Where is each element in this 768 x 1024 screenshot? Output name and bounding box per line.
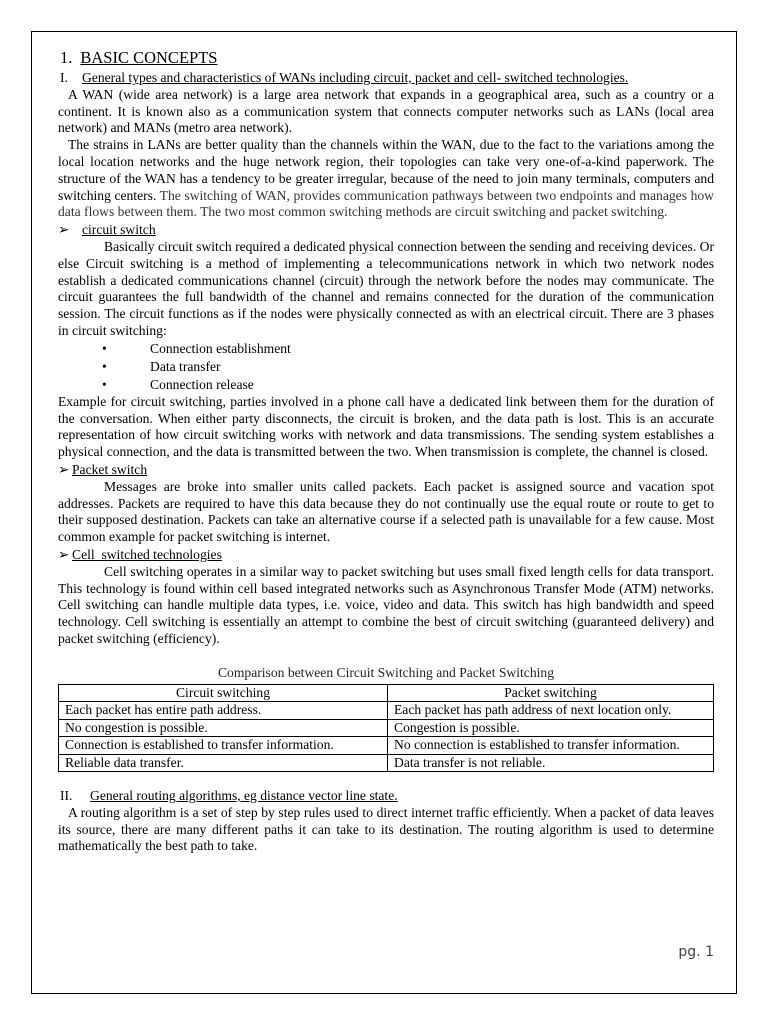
subsection-heading-2 — [60, 788, 714, 805]
table-cell: Congestion is possible. — [388, 719, 714, 737]
subsection-title: General types and characteristics of WANs including circuit, packet and cell- switched technologies. — [82, 70, 629, 85]
arrow-bullet-icon: ➢ — [58, 461, 70, 477]
table-cell: Data transfer is not reliable. — [388, 754, 714, 772]
page-number: pg. 1 — [678, 944, 714, 960]
subsection-number: I. — [60, 70, 68, 85]
column-header: Packet switching — [388, 684, 714, 702]
bullet-icon: • — [102, 340, 107, 356]
circuit-phases-list — [58, 340, 714, 394]
wan-structure-paragraph — [58, 137, 714, 221]
circuit-switch-paragraph: Basically circuit switch required a dedicated physical connection between the sending and receiving devices. Or else Circuit switching is a method of implementing a telecommunications network in which two network nodes establish a dedicated communications channel (circuit) through the network before the nodes may communicate. The circuit guarantees the full bandwidth of the channel and remains connected for the duration of the communication session. The circuit functions as if the nodes were physically connected as with an electrical circuit. There are 3 phases in circuit switching: — [58, 238, 714, 338]
heading-title: BASIC CONCEPTS — [80, 48, 218, 67]
phase-label: Connection release — [150, 376, 254, 392]
circuit-switch-heading — [58, 222, 714, 239]
table-row — [59, 719, 714, 737]
subsection-number: II. — [60, 788, 73, 803]
circuit-switch-title: circuit switch — [82, 222, 156, 238]
cell-switch-title: Cell switched technologies — [72, 546, 222, 562]
table-row — [59, 754, 714, 772]
wan-definition-paragraph: A WAN (wide area network) is a large area network that expands in a geographical area, such as a country or a continent. It is known also as a communication system that connects computer networks such as LANs (local area network) and MANs (metro area network). — [58, 86, 714, 136]
table-row — [59, 702, 714, 720]
list-item — [102, 340, 714, 358]
table-cell: No congestion is possible. — [59, 719, 388, 737]
list-item — [102, 358, 714, 376]
list-item — [102, 376, 714, 394]
section-heading — [60, 48, 714, 68]
table-cell: Connection is established to transfer information. — [59, 737, 388, 755]
bullet-icon: • — [102, 376, 107, 392]
routing-algorithm-paragraph: A routing algorithm is a set of step by step rules used to direct internet traffic efficiently. When a packet of data leaves its source, there are many different paths it can take to its destination. The routing algorithm is used to determine mathematically the best path to take. — [58, 804, 714, 854]
comparison-table-title: Comparison between Circuit Switching and Packet Switching — [217, 664, 554, 680]
cell-switch-heading — [58, 547, 714, 564]
column-header: Circuit switching — [59, 684, 388, 702]
heading-number: 1. — [60, 48, 73, 67]
arrow-bullet-icon: ➢ — [58, 222, 70, 238]
table-cell: Each packet has entire path address. — [59, 702, 388, 720]
table-cell: Each packet has path address of next location only. — [388, 702, 714, 720]
table-cell: Reliable data transfer. — [59, 754, 388, 772]
phase-label: Connection establishment — [150, 340, 291, 356]
table-row — [59, 737, 714, 755]
bullet-icon: • — [102, 358, 107, 374]
table-cell: No connection is established to transfer information. — [388, 737, 714, 755]
subsection-heading-1 — [60, 70, 714, 87]
document-body — [58, 48, 714, 855]
packet-switch-title: Packet switch — [72, 461, 148, 477]
cell-switch-paragraph: Cell switching operates in a similar way to packet switching but uses small fixed length cells for data transport. This technology is found within cell based integrated networks such as Asynchronous Transfer Mode (ATM) networks. Cell switching can handle multiple data types, i.e. voice, video and data. This switch has high bandwidth and speed technology. Cell switching is essentially an attempt to combine the best of circuit switching (guaranteed delivery) and packet switching (efficiency). — [58, 563, 714, 646]
phase-label: Data transfer — [150, 358, 221, 374]
arrow-bullet-icon: ➢ — [58, 546, 70, 562]
circuit-example-paragraph: Example for circuit switching, parties involved in a phone call have a dedicated link between them for the duration of the conversation. When either party disconnects, the circuit is broken, and the data path is lost. This is an accurate representation of how circuit switching works with network and data transmissions. The sending system establishes a physical connection, and the data is transmitted between the two. When transmission is complete, the channel is closed. — [58, 393, 714, 460]
wan-structure-text: The strains in LANs are better quality than the channels within the WAN, due to the fact to the variations among the local location networks and the huge network region, their topologies can take very one-of-a-kind paperwork. The structure of the WAN has a tendency to be greater irregular, because of the need to join many terminals, computers and switching centers. — [58, 137, 714, 203]
comparison-table — [58, 684, 714, 773]
wan-switching-text: The switching of WAN, provides communication pathways between two endpoints and manages how data flows between them. The two most common switching methods are circuit switching and packet switching. — [58, 187, 714, 220]
table-header-row — [59, 684, 714, 702]
packet-switch-heading — [58, 462, 714, 479]
subsection-title: General routing algorithms, eg distance vector line state. — [90, 788, 398, 803]
packet-switch-paragraph: Messages are broke into smaller units called packets. Each packet is assigned source and vacation spot addresses. Packets are required to have this data because they do not continually use the equal route or route to get to their supposed destination. Packets can take an alternative course if a selected path is unavailable for a few cause. Most common example for packet switching is internet. — [58, 478, 714, 545]
